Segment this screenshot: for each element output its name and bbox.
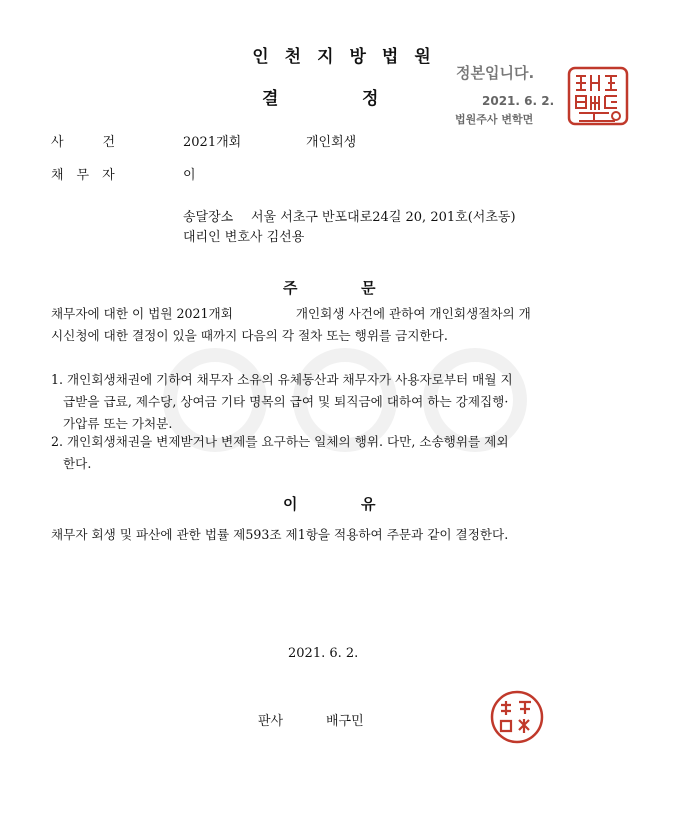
order-intro-line-1: 채무자에 대한 이 법원 2021개회 개인회생 사건에 관하여 개인회생절차의 개 — [51, 306, 531, 321]
order-intro — [51, 303, 651, 347]
order-item-1-line-2: 급받을 급료, 제수당, 상여금 기타 명목의 급여 및 퇴직금에 대하여 하는 강제집행· — [63, 394, 509, 409]
document-kind-left: 결 — [262, 89, 279, 109]
case-label: 사 건 — [51, 135, 116, 150]
order-title-right: 문 — [361, 279, 376, 297]
certification-office: 법원주사 변학면 — [455, 113, 534, 126]
reason-title-right: 유 — [361, 495, 376, 513]
case-name: 개인회생 — [306, 135, 357, 150]
order-item-1-line-1: 1. 개인회생채권에 기하여 채무자 소유의 유체동산과 채무자가 사용자로부터 매월 지 — [51, 372, 513, 387]
order-item-2-line-2: 한다. — [63, 456, 92, 471]
document-kind-right: 정 — [362, 89, 379, 109]
order-item-2-line-1: 2. 개인회생채권을 변제받거나 변제를 요구하는 일체의 행위. 다만, 소송행위를 제외 — [51, 434, 509, 449]
order-item-2 — [51, 431, 651, 475]
order-intro-line-2: 시신청에 대한 결정이 있을 때까지 다음의 각 절차 또는 행위를 금지한다. — [51, 328, 448, 343]
judge-seal-icon — [489, 689, 545, 745]
service-address: 서울 서초구 반포대로24길 20, 201호(서초동) — [251, 210, 516, 225]
court-seal-icon — [567, 66, 629, 126]
debtor-label: 채 무 자 — [51, 168, 115, 183]
order-title-left: 주 — [283, 279, 298, 297]
judge-title: 판사 — [258, 714, 284, 729]
case-number: 2021개회 — [183, 135, 242, 150]
certification-title: 정본입니다. — [456, 64, 535, 82]
order-item-1 — [51, 369, 651, 435]
reason-title-left: 이 — [283, 495, 298, 513]
judge-name: 배구민 — [326, 714, 364, 729]
court-name: 인천지방법원 — [252, 47, 447, 67]
reason-text: 채무자 회생 및 파산에 관한 법률 제593조 제1항을 적용하여 주문과 같이 결정한다. — [51, 527, 509, 542]
order-item-1-line-3: 가압류 또는 가처분. — [63, 416, 173, 431]
debtor-name: 이 — [183, 168, 196, 183]
decision-date: 2021. 6. 2. — [288, 646, 359, 661]
agent: 대리인 변호사 김선용 — [183, 230, 305, 245]
service-label: 송달장소 — [183, 210, 234, 225]
certification-date: 2021. 6. 2. — [482, 94, 555, 108]
